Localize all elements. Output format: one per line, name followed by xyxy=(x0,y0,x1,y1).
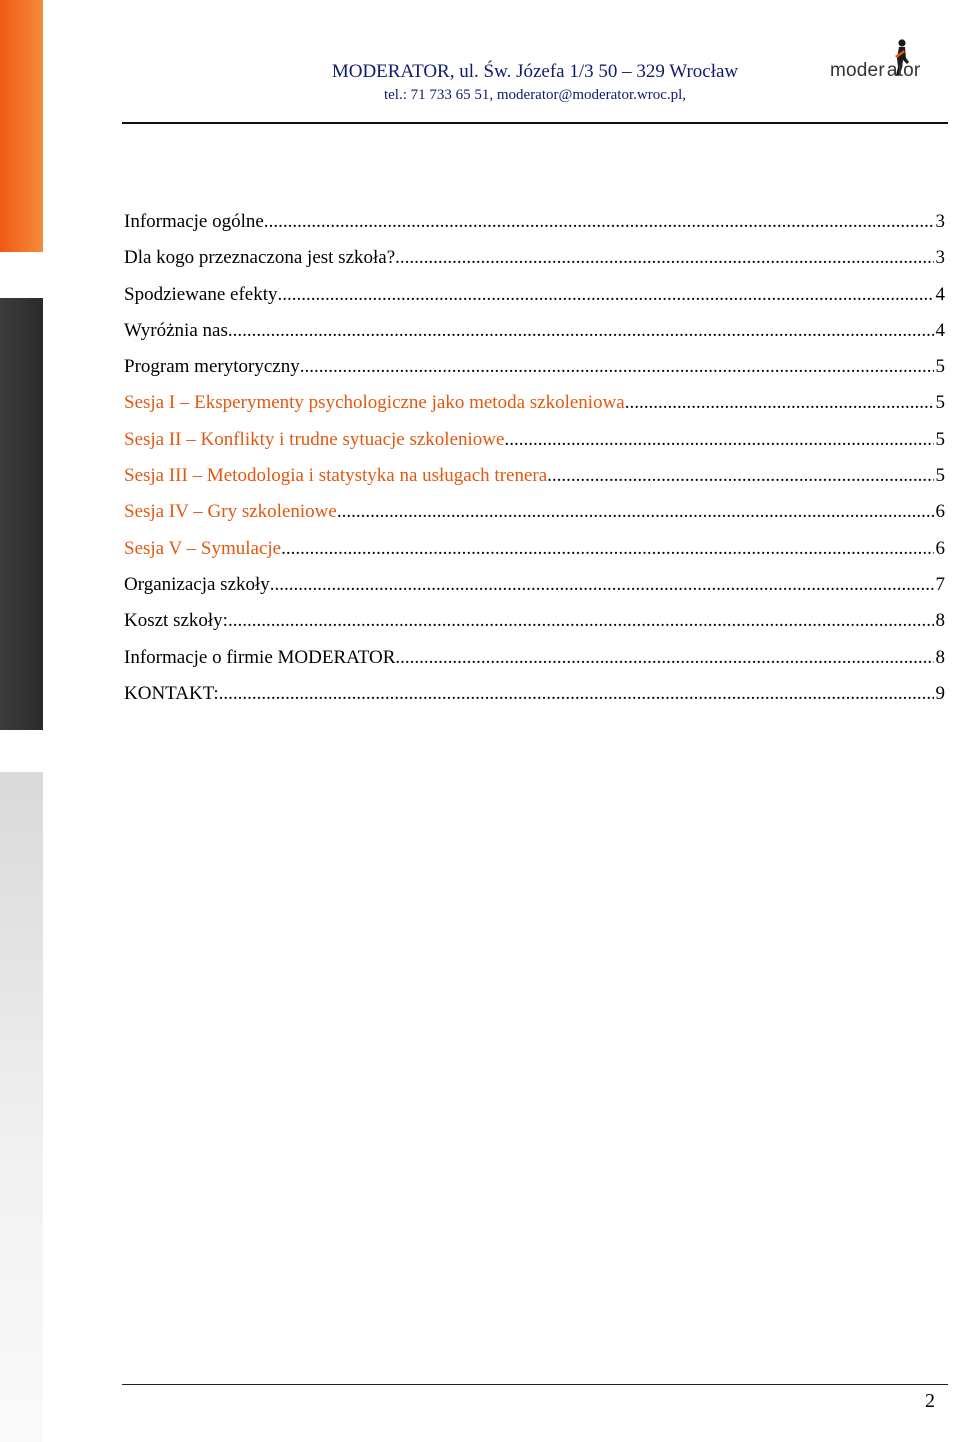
toc-leader-dots xyxy=(278,281,934,309)
toc-entry-page: 4 xyxy=(935,319,945,341)
toc-entry[interactable] xyxy=(124,317,945,353)
logo-wordmark xyxy=(830,60,920,82)
toc-entry-title[interactable]: Spodziewane efekty xyxy=(124,283,278,305)
toc-entry-title[interactable]: Informacje o firmie MODERATOR xyxy=(124,646,396,668)
side-bar-orange xyxy=(0,0,43,252)
toc-entry-page: 4 xyxy=(935,283,945,305)
toc-entry-page: 9 xyxy=(935,682,945,704)
toc-entry-page: 8 xyxy=(935,610,945,632)
toc-leader-dots xyxy=(300,353,934,381)
logo-text-head: moder xyxy=(830,60,885,81)
toc-entry-page: 5 xyxy=(935,465,945,487)
toc-leader-dots xyxy=(228,317,934,345)
toc-entry-page: 5 xyxy=(935,428,945,450)
toc-entry[interactable] xyxy=(124,244,945,280)
toc-leader-dots xyxy=(504,426,933,454)
toc-leader-dots xyxy=(270,571,934,599)
toc-entry[interactable] xyxy=(124,607,945,643)
header-address: MODERATOR, ul. Św. Józefa 1/3 50 – 329 Wrocław xyxy=(331,61,739,82)
toc-leader-dots xyxy=(219,680,934,708)
toc-leader-dots xyxy=(625,389,934,417)
toc-entry-page: 8 xyxy=(935,646,945,668)
toc-entry[interactable] xyxy=(124,644,945,680)
toc-entry[interactable] xyxy=(124,281,945,317)
toc-entry[interactable] xyxy=(124,208,945,244)
toc-entry-title[interactable]: Sesja III – Metodologia i statystyka na usługach trenera xyxy=(124,465,548,487)
company-logo xyxy=(826,38,952,92)
page-number: 2 xyxy=(925,1390,935,1412)
toc-entry-page: 6 xyxy=(935,537,945,559)
logo-text-tail: ator xyxy=(886,60,921,81)
table-of-contents xyxy=(124,208,945,716)
toc-entry[interactable] xyxy=(124,498,945,534)
toc-entry[interactable] xyxy=(124,462,945,498)
toc-entry-title[interactable]: Informacje ogólne. xyxy=(124,211,269,232)
toc-entry-title[interactable]: Dla kogo przeznaczona jest szkoła? xyxy=(124,247,396,269)
side-bar-light xyxy=(0,772,43,1442)
toc-entry-title[interactable]: Sesja I – Eksperymenty psychologiczne jako metoda szkoleniowa xyxy=(124,392,625,414)
toc-entry-page: 5 xyxy=(935,392,945,414)
toc-leader-dots xyxy=(395,644,933,672)
toc-entry[interactable] xyxy=(124,680,945,716)
toc-entry-title[interactable]: KONTAKT: xyxy=(124,682,219,704)
toc-entry-title[interactable]: Wyróżnia nas xyxy=(124,319,228,341)
toc-entry[interactable] xyxy=(124,571,945,607)
toc-entry-title[interactable]: Sesja IV – Gry szkoleniowe xyxy=(124,501,337,523)
header-contact: tel.: 71 733 65 51, moderator@moderator.wroc.pl, xyxy=(383,87,687,103)
toc-entry-page: 3 xyxy=(935,247,945,269)
toc-entry-title[interactable]: Koszt szkoły: xyxy=(124,610,228,632)
toc-entry-page: 6 xyxy=(935,501,945,523)
header-divider xyxy=(122,122,948,124)
toc-leader-dots xyxy=(269,208,934,236)
toc-entry-title[interactable]: Sesja II – Konflikty i trudne sytuacje szkoleniowe xyxy=(124,428,505,450)
page-header xyxy=(290,60,780,106)
toc-entry-page: 5 xyxy=(935,356,945,378)
toc-entry[interactable] xyxy=(124,389,945,425)
toc-entry-page: 7 xyxy=(935,573,945,595)
toc-entry[interactable] xyxy=(124,426,945,462)
toc-leader-dots xyxy=(395,244,933,272)
toc-leader-dots xyxy=(228,607,934,635)
toc-leader-dots xyxy=(547,462,933,490)
toc-leader-dots xyxy=(337,498,934,526)
toc-entry-title[interactable]: Program merytoryczny xyxy=(124,356,300,378)
toc-entry[interactable] xyxy=(124,353,945,389)
toc-entry-title[interactable]: Organizacja szkoły xyxy=(124,573,270,595)
toc-entry-title[interactable]: Sesja V – Symulacje xyxy=(124,537,282,559)
toc-leader-dots xyxy=(281,535,933,563)
side-bar-dark xyxy=(0,298,43,730)
toc-entry-page: 3 xyxy=(935,211,945,232)
footer-divider xyxy=(122,1384,948,1385)
toc-entry[interactable] xyxy=(124,535,945,571)
